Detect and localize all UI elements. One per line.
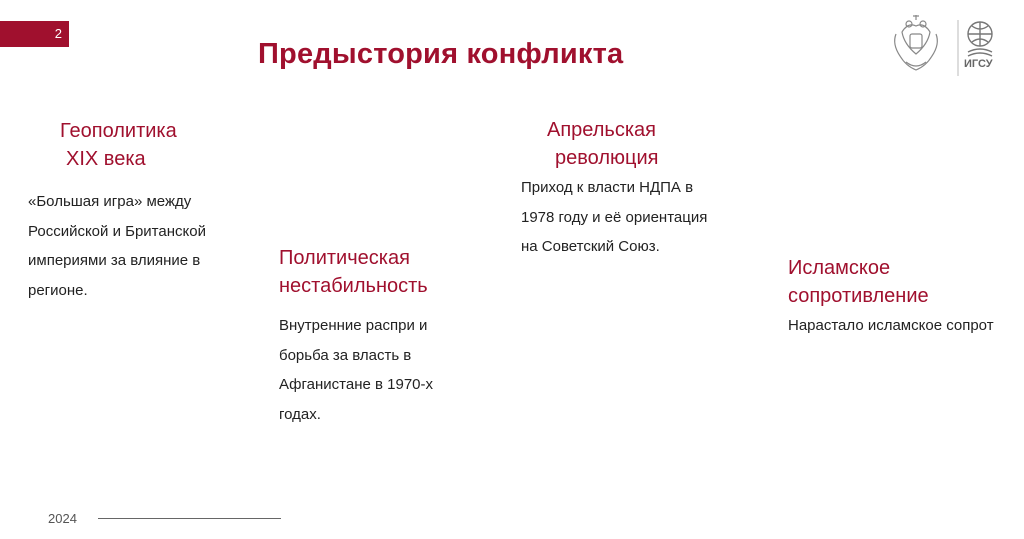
slide-number-badge	[0, 21, 69, 47]
body-line: «Большая игра» между	[28, 193, 192, 210]
body-islamic-resistance	[788, 311, 1024, 341]
heading-line: нестабильность	[279, 275, 428, 297]
heading-april-revolution	[547, 116, 658, 172]
body-april-revolution	[521, 173, 707, 262]
heading-instability	[279, 244, 428, 300]
body-line: годах.	[279, 405, 321, 423]
slide-number: 2	[54, 26, 62, 41]
body-line: Российской и Британской	[28, 222, 206, 240]
logo-text: ИГСУ	[964, 58, 993, 70]
footer-year: 2024	[48, 511, 77, 526]
body-line: Приход к власти НДПА в	[521, 179, 694, 196]
body-line: империями за влияние в	[28, 252, 201, 269]
heading-line: Геополитика	[60, 120, 177, 142]
body-instability	[279, 311, 433, 429]
double-headed-eagle-icon	[895, 15, 938, 70]
heading-line: Исламское	[788, 257, 891, 279]
heading-line: Апрельская	[547, 119, 656, 141]
body-line: борьба за власть в	[279, 346, 412, 364]
footer-divider	[98, 518, 281, 519]
globe-book-icon	[968, 22, 992, 56]
body-line: регионе.	[28, 281, 88, 299]
page-title: Предыстория конфликта	[258, 38, 624, 70]
heading-geopolitics	[60, 117, 177, 173]
body-line: Афганистане в 1970-х	[279, 376, 433, 393]
body-line: 1978 году и её ориентация	[521, 208, 708, 226]
heading-islamic-resistance	[788, 254, 929, 310]
body-line: на Советский Союз.	[521, 238, 660, 255]
heading-line: революция	[555, 147, 659, 169]
heading-line: XIX века	[66, 148, 146, 170]
logo	[888, 12, 1020, 84]
body-line: Нарастало исламское сопрот	[788, 317, 994, 334]
body-geopolitics	[28, 187, 206, 305]
body-line: Внутренние распри и	[279, 317, 428, 334]
heading-line: сопротивление	[788, 285, 929, 307]
heading-line: Политическая	[279, 247, 410, 269]
